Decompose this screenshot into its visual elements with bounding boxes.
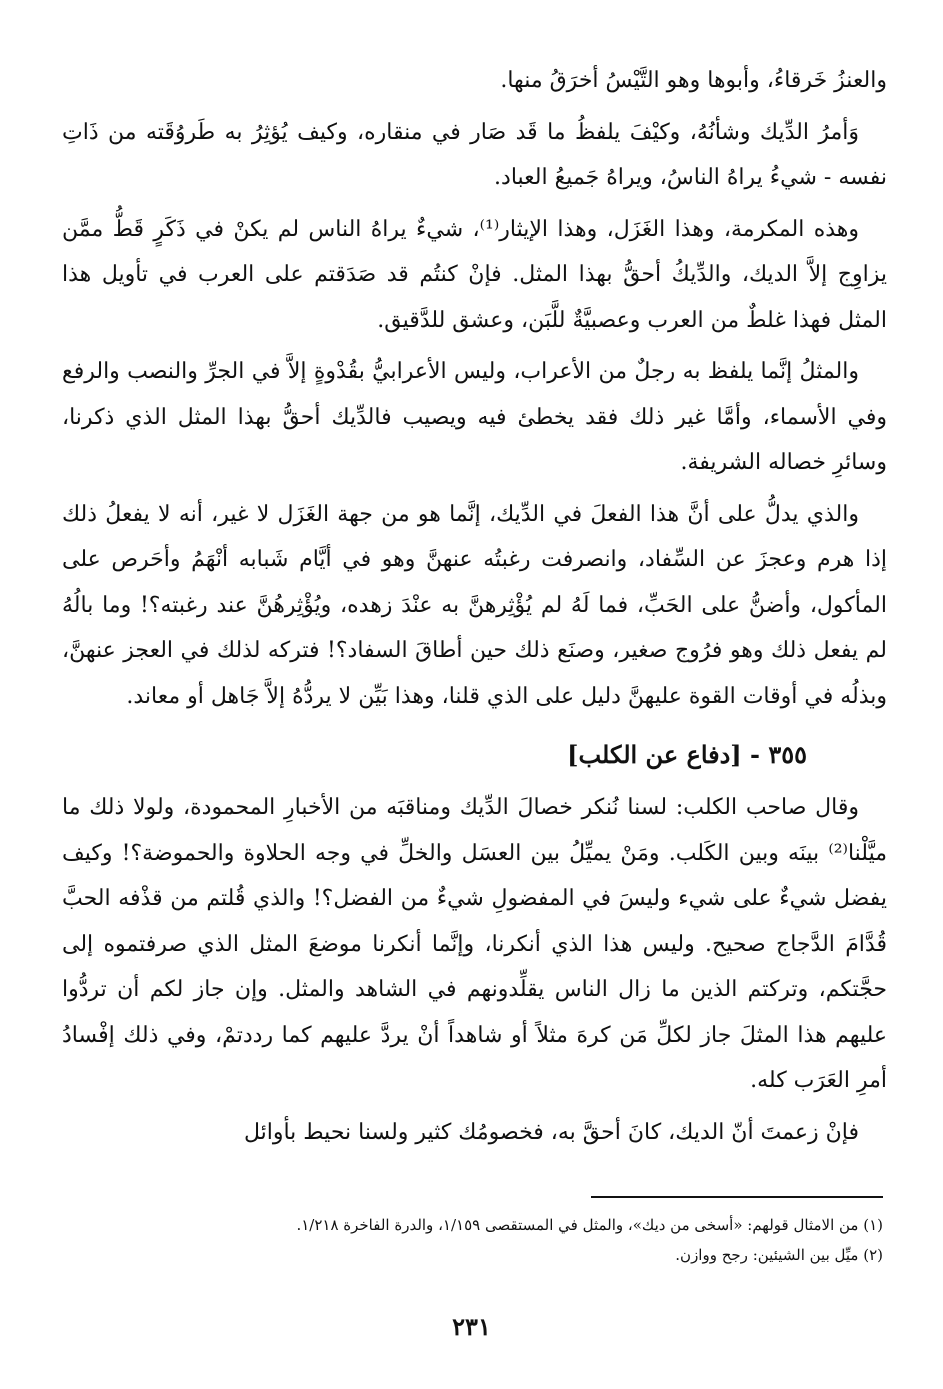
footnote: (٢) ميِّل بين الشيئين: رجح ووازن. [675,1246,883,1264]
paragraph: وَأمرُ الدِّيك وشأنُهُ، وكيْفَ يلفظُ ما قَد صَار في منقاره، وكيف يُؤثِرُ به طَروُقَته من ذَاتِ نفسه - شيءُ يراهُ الناسُ، ويراهُ جَميعُ العباد. [62,119,887,190]
paragraph: والمثلُ إنَّما يلفظ به رجلٌ من الأعراب، وليس الأعرابيُّ بقُدْوةٍ إلاَّ في الجرِّ والنصب والرفع وفي الأسماء، وأمَّا غير ذلك فقد يخطئ فيه ويصيب فالدِّيك أحقُّ بهذا المثل الذي ذكرنا، وسائرِ خصاله الشريفة. [62,359,887,475]
footnote-divider [591,1196,883,1198]
paragraph: والعنزُ خَرقاءُ، وأبوها وهو التَّيْسُ أخرَقُ منها. [500,68,887,93]
page-number: ٢٣١ [452,1312,491,1341]
footnotes [62,1210,883,1270]
section-heading: ٣٥٥ - [دفاع عن الكلب] [567,740,807,769]
paragraph: والذي يدلُّ على أنَّ هذا الفعلَ في الدِّيك، إنَّما هو من جهة الغَزَل لا غير، أنه لا يفعلُ ذلك إذا هرم وعجزَ عن السِّفاد، وانصرفت رغبتُه عنهنَّ وهو في أيَّام شَبابه أنْهَمُ وأحَرص على المأكول، وأضنُّ على الحَبِّ، فما لَهُ لم يُؤْثِرهنَّ به عنْدَ زهده، ويُؤْثِرهُنَّ عند رغبته؟! وما بالُهُ لم يفعل ذلك وهو فرُوج صغير، وصنَع ذلك حين أطاقَ السفاد؟! فتركه لذلك في العجز عنهنَّ، وبذلُه في أوقات القوة عليهنَّ دليل على الذي قلنا، وهذا بَيِّن لا يردُّهُ إلاَّ جَاهل أو معاند. [62,501,887,709]
paragraph: فإنْ زعمتَ أنّ الديك، كانَ أحقَّ به، فخصومُك كثير ولسنا نحيط بأوائل [243,1119,859,1145]
paragraph: وقال صاحب الكلب: لسنا نُنكر خصالَ الدِّيك ومناقبَه من الأخبارِ المحمودة، ولولا ذلك ما ميَّلْنا⁽²⁾ بينَه وبين الكَلب. ومَنْ يميِّلُ بين العسَل والخلِّ في وجه الحلاوة والحموضة؟! وكيف يفضل شيءٌ على شيء وليسَ في المفضولِ شيءٌ من الفضل؟! والذي قُلتم من قذْفه الحبَّ قُدَّامَ الدَّجاج صحيح. وليس هذا الذي أنكرنا، وإنَّما أنكرنا موضعَ المثل الذي صرفتموه إلى حجَّتكم، وتركتم الذين ما زال الناس يقلِّدونهم في الشاهد والمثل. وإن جاز لكم أن تردُّوا عليهم هذا المثلَ جاز لكلِّ مَن كرهَ مثلاً أو شاهداً أنْ يردَّ عليهم كما رددتمْ، وفي ذلك إفْسادُ أمرِ العَرَب كله. [62,795,887,1093]
main-text [62,58,887,1161]
footnote: (١) من الامثال قولهم: «أسخى من ديك»، والمثل في المستقصى ١/١٥٩، والدرة الفاخرة ١/٢١٨. [296,1216,883,1234]
paragraph: وهذه المكرمة، وهذا الغَزَل، وهذا الإيثار⁽¹⁾، شيءٌ يراهُ الناس لم يكنْ في ذَكَرٍ قَطُّ ممَّن يزاوِج إلاَّ الديك، والدِّيكُ أحقُّ بهذا المثل. فإنْ كنتُم قد صَدَقتم على العرب في تأويل هذا المثل فهذا غلطٌ من العرب وعصبيَّةٌ للَّبَن، وعشق للدَّقيق. [62,216,887,333]
